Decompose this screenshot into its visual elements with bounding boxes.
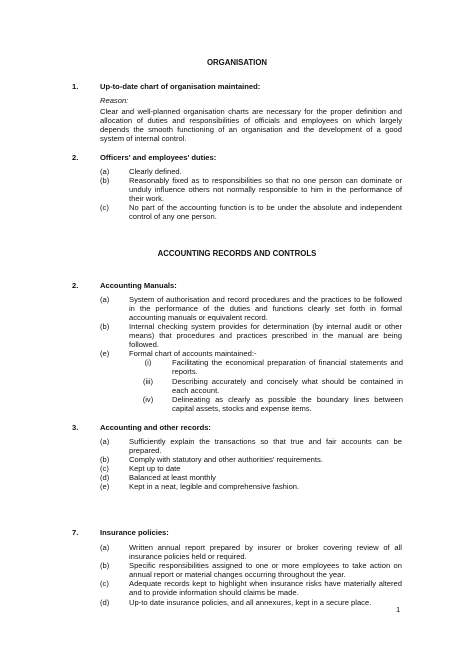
section-number: 3. [72,423,79,432]
list-item [100,482,402,491]
page-number: 1 [396,605,401,614]
sub-list-item [130,395,403,413]
item-text: Clearly defined. [129,167,182,176]
item-label: (c) [100,464,109,473]
sub-item-label: (iv) [142,395,154,404]
item-text: Comply with statutory and other authorities' requirements. [129,455,323,464]
sub-item-label: (i) [144,358,152,367]
item-label: (c) [100,203,109,212]
list-item [100,349,402,358]
item-text: Adequate records kept to highlight when insurance risks have materially altered and to provide information should claims be made. [129,579,402,597]
item-text: System of authorisation and record procedures and the practices to be followed in the performance of the duties and functions clearly set forth in formal accounting manuals or equivalent record. [129,295,402,322]
organisation-heading: ORGANISATION [206,58,268,67]
item-text: Internal checking system provides for determination (by internal audit or other means) that procedures and practices prescribed in the manual are being followed. [129,322,402,349]
list-item [100,295,402,322]
section-title: Accounting Manuals: [100,281,177,290]
list-item [100,437,402,455]
item-label: (c) [100,579,109,588]
sub-item-text: Facilitating the economical preparation of financial statements and reports. [172,358,403,376]
item-text: Sufficiently explain the transactions so that true and fair accounts can be prepared. [129,437,402,455]
sub-item-text: Delineating as clearly as possible the boundary lines between capital assets, stocks and expense items. [172,395,403,413]
section-title: Officers' and employees' duties: [100,153,217,162]
item-text: Kept in a neat, legible and comprehensive fashion. [129,482,300,491]
item-label: (d) [100,598,110,607]
list-item [100,455,402,464]
sub-item-label: (iii) [142,377,154,386]
item-label: (b) [100,176,110,185]
item-label: (b) [100,561,110,570]
section-title: Accounting and other records: [100,423,211,432]
item-text: Formal chart of accounts maintained:- [129,349,257,358]
section-number: 1. [72,82,79,91]
item-label: (b) [100,455,110,464]
item-text: Reasonably fixed as to responsibilities so that no one person can dominate or unduly influence others not normally responsible to him in the performance of their work. [129,176,402,203]
item-label: (a) [100,543,110,552]
item-label: (e) [100,482,110,491]
item-label: (a) [100,295,110,304]
item-label: (a) [100,437,110,446]
sub-list-item [130,358,403,376]
sub-item-text: Describing accurately and concisely what should be contained in each account. [172,377,403,395]
section-title: Up-to-date chart of organisation maintained: [100,82,261,91]
list-item [100,176,402,203]
section-number: 2. [72,153,79,162]
list-item [100,561,402,579]
reason-paragraph: Clear and well-planned organisation charts are necessary for the proper definition and allocation of duties and responsibilities of officials and employees on which largely depends the smooth functioning of an organisation and the development of a good system of internal control. [100,107,402,143]
item-text: No part of the accounting function is to be under the absolute and independent control of any one person. [129,203,402,221]
item-label: (b) [100,322,110,331]
sub-list-item [130,377,403,395]
list-item [100,322,402,349]
item-text: Kept up to date [129,464,181,473]
item-text: Up-to date insurance policies, and all annexures, kept in a secure place. [129,598,372,607]
item-label: (a) [100,167,110,176]
section-number: 7. [72,528,79,537]
item-text: Written annual report prepared by insurer or broker covering review of all insurance policies held or required. [129,543,402,561]
list-item [100,543,402,561]
list-item [100,203,402,221]
section-title: Insurance policies: [100,528,169,537]
list-item [100,473,402,482]
accounting-heading: ACCOUNTING RECORDS AND CONTROLS [157,249,317,258]
list-item [100,579,402,597]
item-label: (d) [100,473,110,482]
item-text: Balanced at least monthly [129,473,216,482]
item-label: (e) [100,349,110,358]
section-number: 2. [72,281,79,290]
reason-label: Reason: [100,96,129,105]
list-item [100,464,402,473]
list-item [100,167,402,176]
item-text: Specific responsibilities assigned to one or more employees to take action on annual report or material changes occurring throughout the year. [129,561,402,579]
list-item [100,598,402,607]
